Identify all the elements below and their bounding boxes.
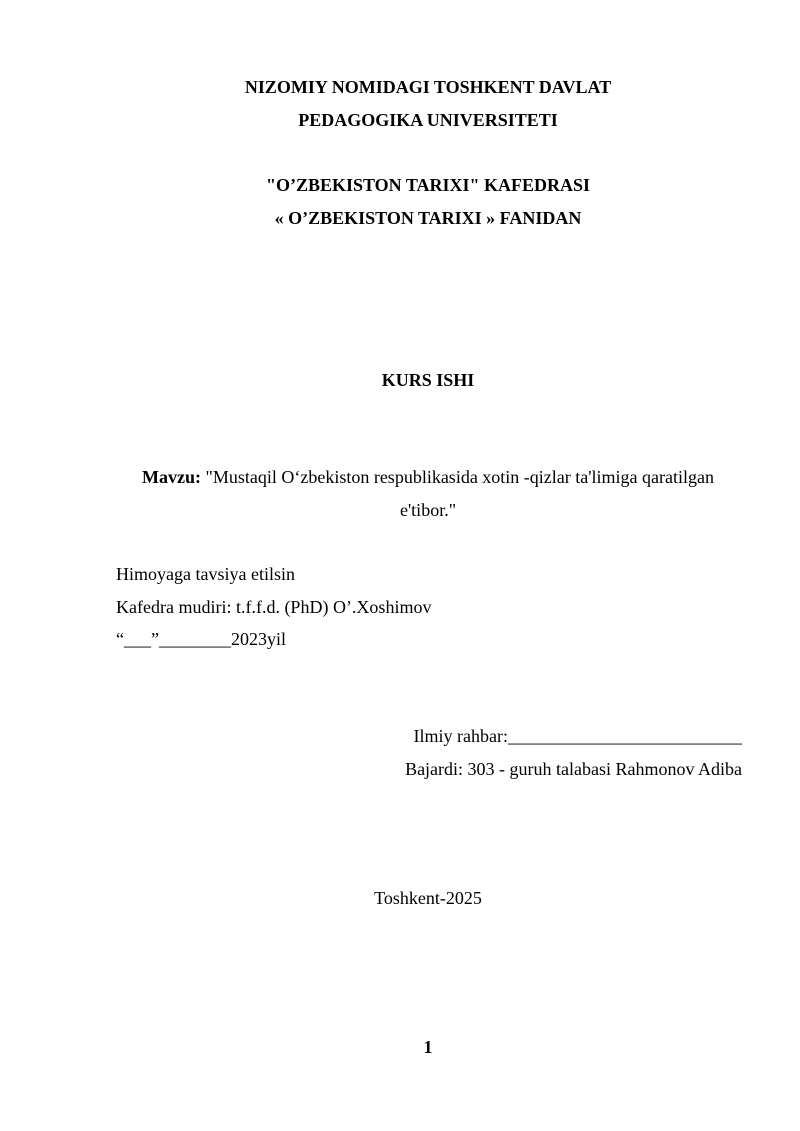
approval-date: “___”________2023yil [116, 629, 286, 649]
subject-title: « O’ZBEKISTON TARIXI » FANIDAN [274, 208, 582, 228]
recommendation-text: Himoyaga tavsiya etilsin [116, 564, 295, 584]
topic-line2: e'tibor." [399, 500, 457, 520]
page-number: 1 [423, 1037, 433, 1057]
supervisor-signature: Ilmiy rahbar:__________________________ [413, 726, 742, 746]
performed-by: Bajardi: 303 - guruh talabasi Rahmonov Adiba [405, 759, 742, 779]
topic-text-line1: "Mustaqil O‘zbekiston respublikasida xotin -qizlar ta'limiga qaratilgan [201, 467, 714, 487]
city-year: Toshkent-2025 [374, 888, 482, 908]
department-title: "O’ZBEKISTON TARIXI" KAFEDRASI [265, 175, 591, 195]
head-of-department: Kafedra mudiri: t.f.f.d. (PhD) O’.Xoshimov [116, 597, 432, 617]
topic-line1 [0, 466, 800, 488]
topic-label: Mavzu: [142, 467, 201, 487]
work-type-title: KURS ISHI [381, 370, 475, 390]
university-name-line1: NIZOMIY NOMIDAGI TOSHKENT DAVLAT [244, 77, 612, 97]
university-name-line2: PEDAGOGIKA UNIVERSITETI [298, 110, 558, 130]
